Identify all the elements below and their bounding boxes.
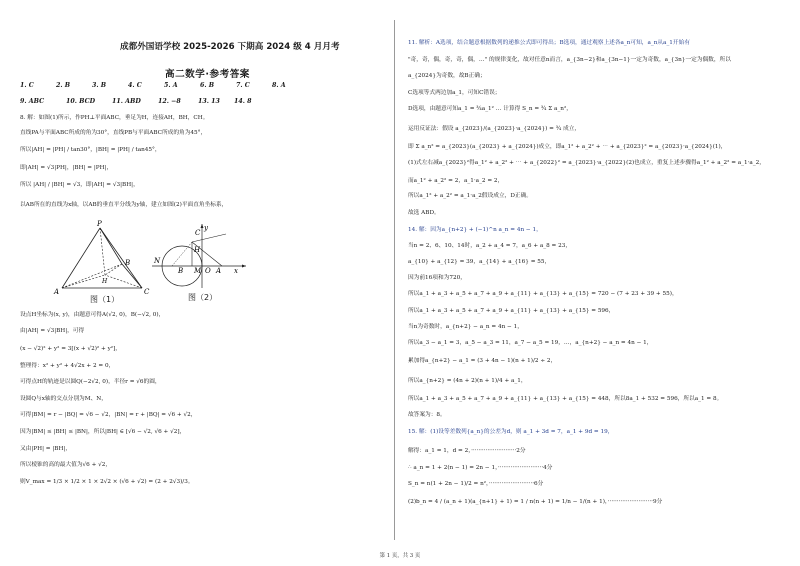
fig2-label-a: A <box>216 267 222 275</box>
q11-line-9: 而a_1² + a_2² = 2，a_1·a_2 = 2， <box>408 178 504 184</box>
figure-2-caption: 图（2） <box>188 293 218 302</box>
q11-line-2: "奇，奇，偶，奇，奇，偶，…" 的规律变化，故对任意n而言，a_{3n−2}和a_{3n−1}一定为奇数，a_{3n}一定为偶数，所以 <box>408 57 731 63</box>
answer-6: 6. B <box>200 82 215 89</box>
answer-row-2 <box>20 98 270 105</box>
q14-line-11: 所以a_1 + a_3 + a_5 + a_7 + a_9 + a_{11} + a_{13} + a_{15} = 448，所以8a_1 + 532 = 596，所以a_1 = 8。 <box>408 396 723 402</box>
q11-line-6: 运用反证法：假设 a_{2023}/(a_{2023}·a_{2024}) = ¾ 成立， <box>408 126 581 132</box>
column-divider <box>394 20 395 540</box>
fig1-label-b: B <box>125 259 131 267</box>
q8-line-6: 以AB所在的直线为x轴，以AB的垂直平分线为y轴，建立如图(2)平面直角坐标系， <box>20 202 228 208</box>
q8-line-14: 因为|BM| ≤ |BH| ≤ |BN|，所以|BH| ∈ [√6 − √2, √6 + √2]， <box>20 429 186 435</box>
fig1-label-c: C <box>144 288 150 296</box>
fig2-label-x: x <box>234 267 238 275</box>
q14-line-9: 累加得a_{n+2} − a_1 = (3 + 4n − 1)(n + 1)/2 ÷ 2， <box>408 358 557 364</box>
q8-line-15: 又由|PH| = |BH|， <box>20 446 72 452</box>
q15-line-1: 15. 解：(1)设等差数列{a_n}的公差为d，则 a_1 + 3d = 7，a_1 + 9d = 19， <box>408 429 614 435</box>
answer-8: 8. A <box>272 82 286 89</box>
q8-line-4: 即|AH| = √3|PH|，|BH| = |PH|， <box>20 165 113 171</box>
q11-line-3: a_{2024}为奇数，故B正确； <box>408 73 486 79</box>
fig2-label-y: y <box>204 224 208 232</box>
q15-line-5: (2)b_n = 4 / (a_n + 1)(a_{n+1} + 1) = 1 / n(n + 1) = 1/n − 1/(n + 1)，·························9分 <box>408 499 663 505</box>
answer-5: 5. A <box>164 82 178 89</box>
answer-14: 14. 8 <box>234 98 252 105</box>
q14-line-1: 14. 解：因为a_{n+2} + (−1)^n a_n = 4n − 1， <box>408 227 542 233</box>
left-column <box>0 0 392 540</box>
q14-line-5: 所以a_1 + a_3 + a_5 + a_7 + a_9 + a_{11} + a_{13} + a_{15} = 720 − (7 + 23 + 39 + 55)， <box>408 291 678 297</box>
q15-line-4: S_n = n(1 + 2n − 1)/2 = n²，·························6分 <box>408 481 544 487</box>
fig2-label-m: M <box>194 267 202 275</box>
q8-line-9: (x − √2)² + y² = 3[(x + √2)² + y²]， <box>20 346 121 352</box>
fig1-label-h: H <box>102 278 108 285</box>
right-column <box>400 0 800 540</box>
answer-13: 13. 13 <box>198 98 220 105</box>
fig1-label-a: A <box>54 288 60 296</box>
q11-line-8: (1)式左右减a_{2023}²得a_1² + a_2² + ⋯ + a_{2022}² = a_{2023}·a_{2022}(2)也成立，重复上述步骤得a_1² + a_2² = a_1·a_2， <box>408 160 765 166</box>
answer-10: 10. BCD <box>66 98 96 105</box>
q14-line-7: 当n为奇数时，a_{n+2} − a_n = 4n − 1， <box>408 324 523 330</box>
q8-line-10: 整理得：x² + y² + 4√2x + 2 = 0， <box>20 363 115 369</box>
q8-line-13: 可得|BM| = r − |BQ| = √6 − √2，|BN| = r + |BQ| = √6 + √2， <box>20 412 197 418</box>
q14-line-2: 当n = 2、6、10、14时，a_2 + a_4 = 7，a_6 + a_8 = 23， <box>408 243 572 249</box>
fig2-label-n: N <box>154 257 161 265</box>
q15-line-2: 解得：a_1 = 1，d = 2，·························2分 <box>408 448 526 454</box>
q8-line-11: 可得点H的轨迹是以圆Q(−2√2, 0)，半径r = √6的圆， <box>20 379 161 385</box>
q14-line-4: 因为前16项和为720， <box>408 275 466 281</box>
answer-1: 1. C <box>20 82 34 89</box>
fig2-label-o: O <box>205 267 211 275</box>
q8-line-8: 由|AH| = √3|BH|，可得 <box>20 328 85 334</box>
q14-line-10: 所以a_{n+2} = (4n + 2)(n + 1)/4 + a_1， <box>408 378 527 384</box>
fig2-label-c: C <box>195 229 201 237</box>
answer-row-1 <box>20 82 308 89</box>
q11-line-4: C选项等式两边加a_1，可知C错误； <box>408 90 501 96</box>
q11-line-7: 即 Σ a_n² = a_{2023}(a_{2023} + a_{2024})成立，即a_1² + a_2² + ⋯ + a_{2023}² = a_{2023}·a_{2024}(1)， <box>408 144 727 150</box>
q14-line-12: 故答案为：8。 <box>408 412 446 418</box>
q8-line-17: 则V_max = 1/3 × 1/2 × 1 × 2√2 × (√6 + √2) = (2 + 2√3)/3。 <box>20 479 194 485</box>
q11-line-5: D选项，由题意可知a_1 = ¾a_1² … 计算得 S_n = ¾ Σ a_n²， <box>408 106 572 112</box>
q11-line-11: 故选 ABD。 <box>408 210 440 216</box>
q8-line-3: 所以|AH| = |PH| / tan30°，|BH| = |PH| / tan45°， <box>20 147 161 153</box>
answer-11: 11. ABD <box>112 98 141 105</box>
q8-line-16: 所以棱锥的高的最大值为√6 + √2， <box>20 462 112 468</box>
figure-1-caption: 图（1） <box>90 295 120 304</box>
q8-line-12: 设圆Q与x轴的交点分别为M、N， <box>20 396 107 402</box>
q14-line-6: 所以a_1 + a_3 + a_5 + a_7 + a_9 + a_{11} + a_{13} + a_{15} = 596， <box>408 308 615 314</box>
q8-line-2: 直线PA与平面ABC所成的角为30°，直线PB与平面ABC所成的角为45°， <box>20 130 207 136</box>
answer-12: 12. −8 <box>158 98 181 105</box>
figure-1-tetrahedron <box>50 220 160 300</box>
answer-7: 7. C <box>236 82 250 89</box>
answer-key-title: 高二数学·参考答案 <box>165 69 250 80</box>
fig1-label-p: P <box>97 220 102 228</box>
fig2-label-h: H <box>194 246 201 254</box>
page-number: 第 1 页，共 3 页 <box>379 553 421 559</box>
figure-2-coordinate <box>150 222 250 292</box>
q8-line-5: 所以 |AH| / |BH| = √3，即|AH| = √3|BH|， <box>20 182 139 188</box>
q14-line-8: 所以a_3 − a_1 = 3，a_5 − a_3 = 11，a_7 − a_5 = 19，…，a_{n+2} − a_n = 4n − 1， <box>408 340 653 346</box>
answer-4: 4. C <box>128 82 142 89</box>
answer-3: 3. B <box>92 82 107 89</box>
fig2-label-b: B <box>178 267 184 275</box>
q15-line-3: ∴ a_n = 1 + 2(n − 1) = 2n − 1，·························4分 <box>408 465 553 471</box>
exam-title: 成都外国语学校 2025-2026 下期高 2024 级 4 月月考 <box>120 42 340 52</box>
q11-line-1: 11. 解析：A选项，结合题意根据数列的递推公式即可得出；B选项，通过观察上述各a_n可知，a_n从a_1开始有 <box>408 40 690 46</box>
q11-line-10: 所以a_1² + a_2² = a_1·a_2假设成立，D正确。 <box>408 193 532 199</box>
q14-line-3: a_{10} + a_{12} = 39，a_{14} + a_{16} = 55， <box>408 259 551 265</box>
q8-line-1: 8. 解：如图(1)所示，作PH⊥平面ABC，垂足为H，连接AH，BH，CH。 <box>20 115 209 121</box>
q8-line-7: 设点H坐标为(x, y)，由题意可得A(√2, 0)，B(−√2, 0)， <box>20 312 165 318</box>
answer-2: 2. B <box>56 82 71 89</box>
answer-9: 9. ABC <box>20 98 45 105</box>
